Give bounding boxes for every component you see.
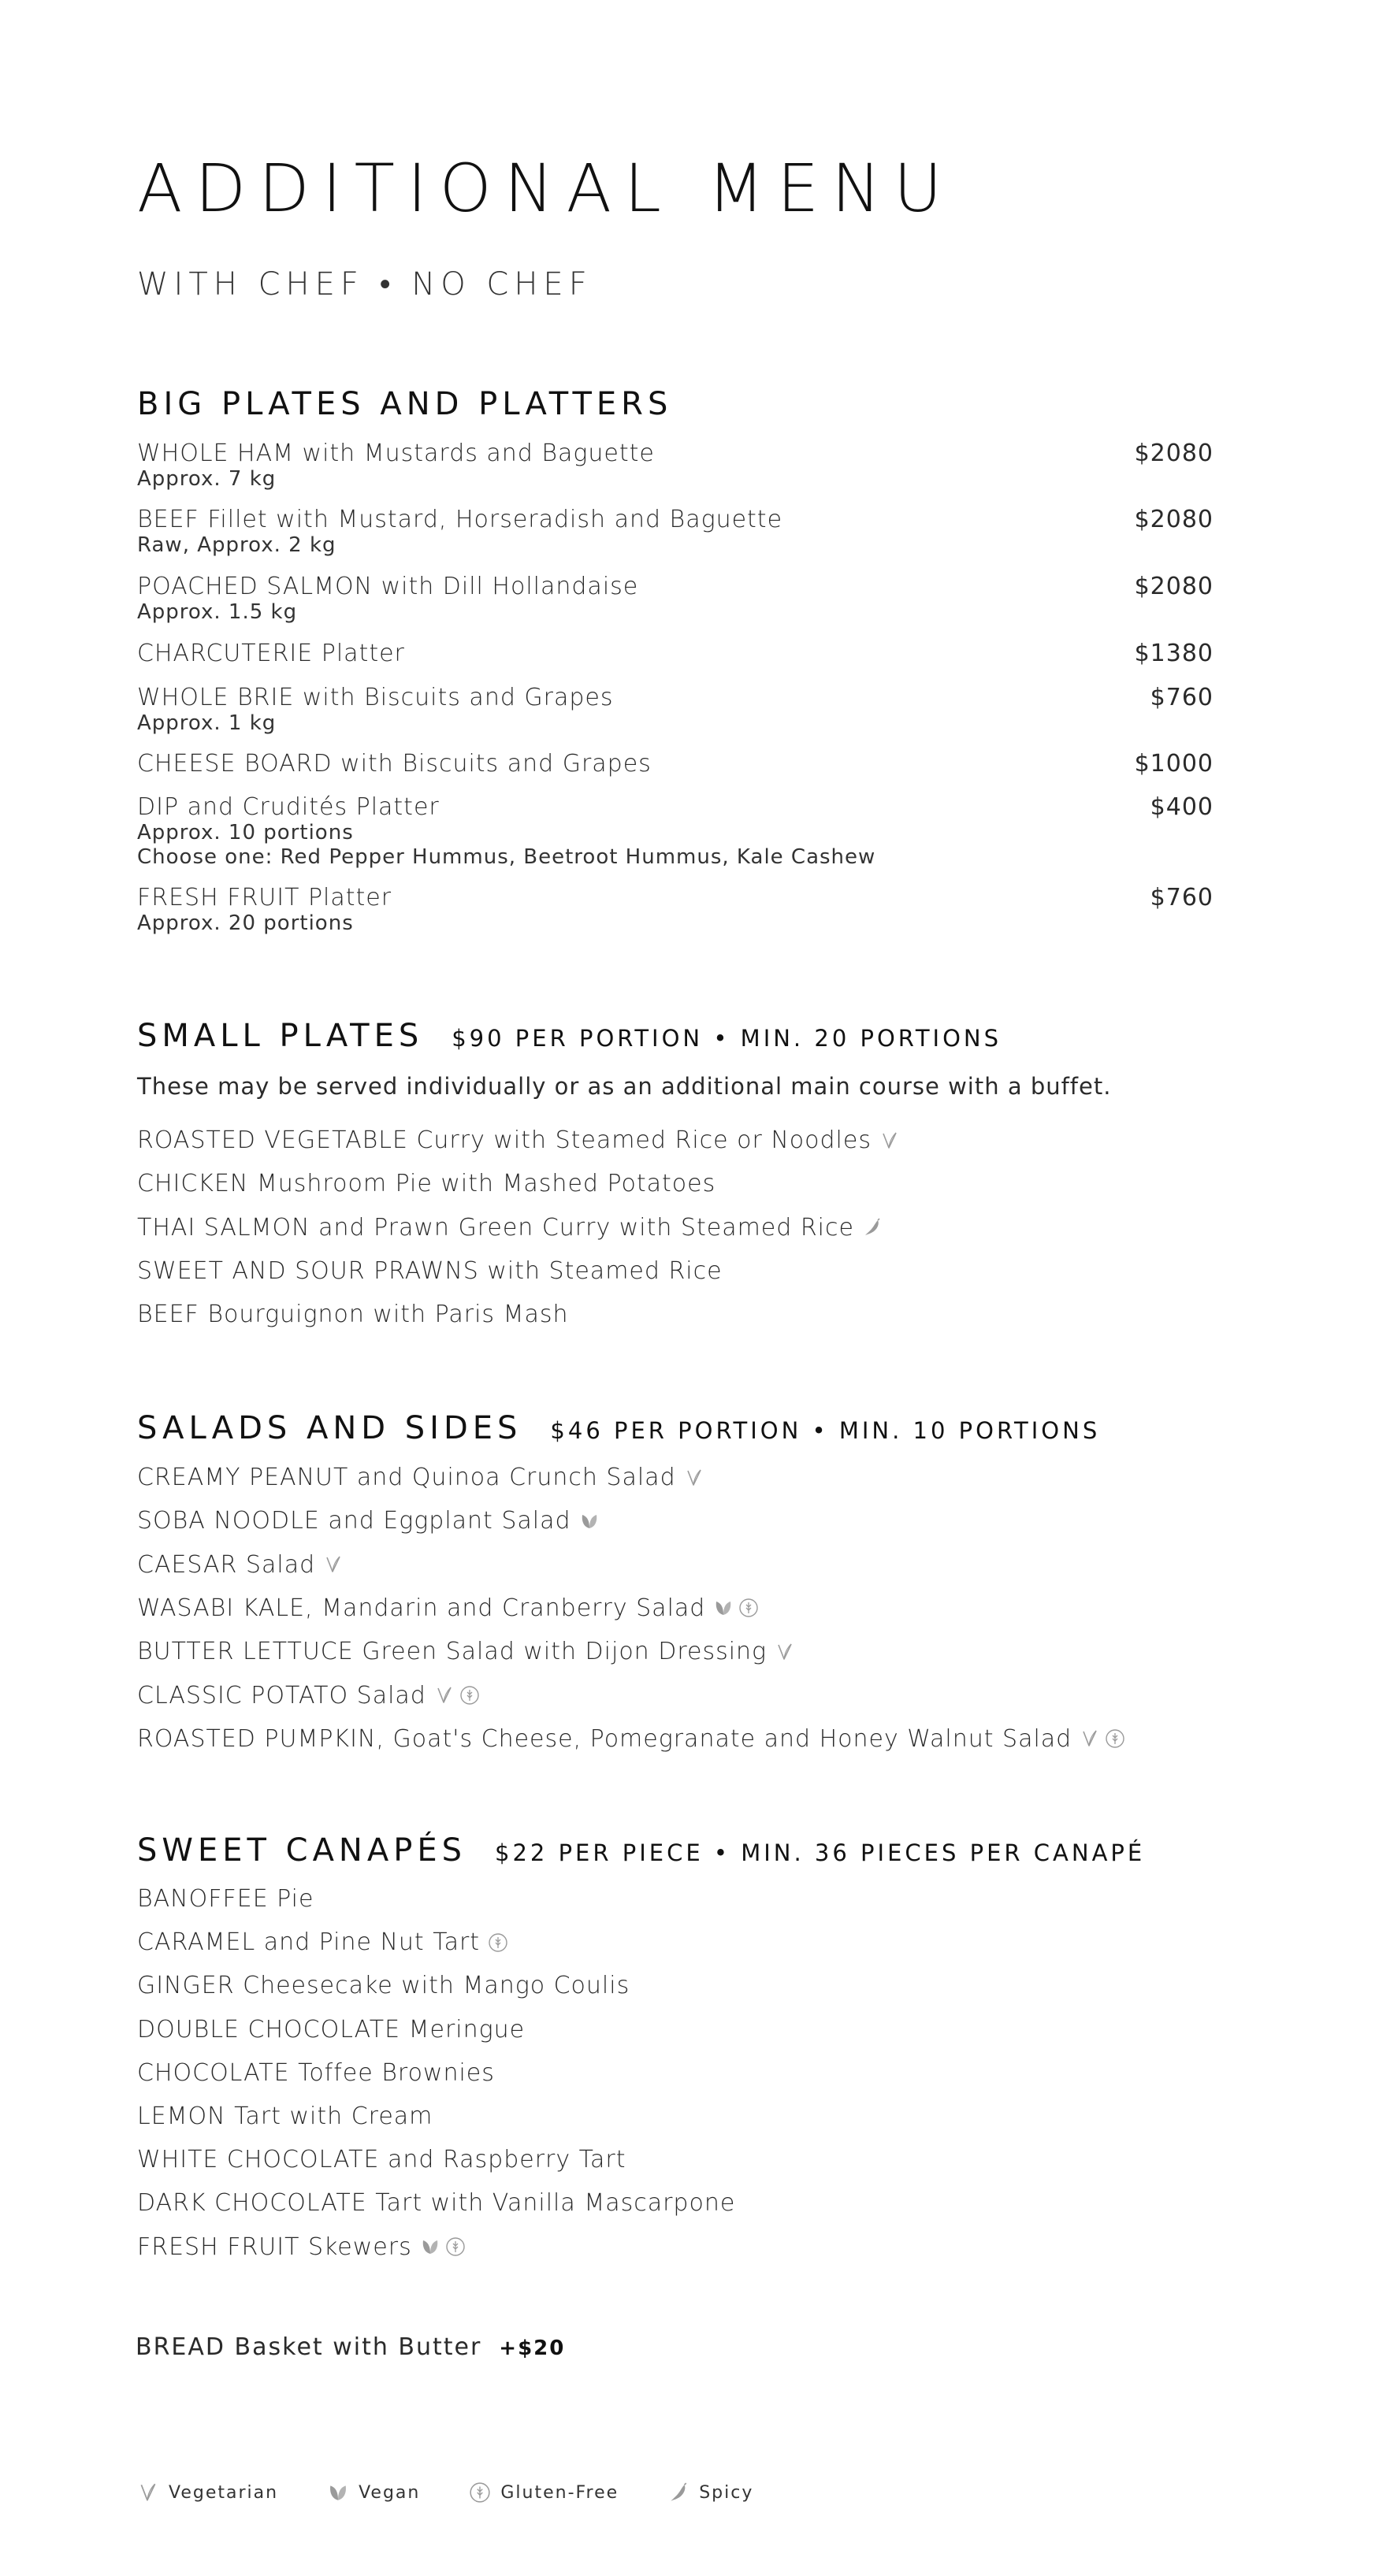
vegetarian-icon bbox=[1080, 1728, 1100, 1749]
small-plates-title: SMALL PLATES bbox=[137, 1018, 424, 1054]
menu-item-label: CAESAR Salad bbox=[137, 1550, 316, 1579]
menu-item-name bbox=[137, 2146, 1214, 2173]
menu-item-row bbox=[137, 750, 1214, 778]
menu-item-label: DARK CHOCOLATE Tart with Vanilla Mascarpone bbox=[137, 2189, 736, 2218]
menu-item-name bbox=[137, 1972, 1214, 1999]
menu-item-name bbox=[137, 1170, 1214, 1197]
bread-basket-item bbox=[136, 2333, 565, 2361]
menu-item-price: $2080 bbox=[1134, 440, 1214, 467]
menu-item bbox=[137, 1638, 1214, 1665]
bread-basket-price: +$20 bbox=[499, 2337, 566, 2360]
menu-item-note: Raw, Approx. 2 kg bbox=[137, 533, 336, 557]
menu-item-name: WHOLE BRIE with Biscuits and Grapes bbox=[137, 684, 614, 711]
menu-item bbox=[137, 1972, 1214, 1999]
menu-item bbox=[137, 1885, 1214, 1913]
menu-item-name bbox=[137, 1127, 1214, 1154]
menu-item bbox=[137, 684, 1214, 736]
gluten-free-icon bbox=[738, 1598, 759, 1618]
menu-item bbox=[137, 1214, 1214, 1242]
menu-item-label: CREAMY PEANUT and Quinoa Crunch Salad bbox=[137, 1464, 676, 1491]
menu-item-row bbox=[137, 793, 1214, 821]
vegetarian-icon bbox=[137, 2481, 159, 2504]
menu-item-label: CHOCOLATE Toffee Brownies bbox=[137, 2058, 495, 2087]
spicy-icon bbox=[862, 1217, 883, 1238]
menu-item bbox=[137, 573, 1214, 625]
menu-item bbox=[137, 506, 1214, 558]
legend-item-vegetarian bbox=[137, 2481, 278, 2504]
menu-item-name bbox=[137, 2189, 1214, 2217]
salads-heading bbox=[137, 1410, 1100, 1446]
menu-item-label: DOUBLE CHOCOLATE Meringue bbox=[137, 2015, 526, 2043]
menu-item-name bbox=[137, 2103, 1214, 2130]
menu-item bbox=[137, 2059, 1214, 2087]
menu-item-row bbox=[137, 884, 1214, 911]
menu-item bbox=[137, 793, 1214, 870]
menu-item bbox=[137, 2146, 1214, 2173]
menu-item bbox=[137, 1170, 1214, 1197]
dietary-icons bbox=[713, 1598, 764, 1618]
vegan-icon bbox=[713, 1598, 734, 1618]
big-plates-heading bbox=[137, 386, 672, 422]
menu-item-price: $760 bbox=[1150, 684, 1214, 711]
menu-item-label: SWEET AND SOUR PRAWNS with Steamed Rice bbox=[137, 1256, 723, 1285]
legend-item-gluten-free bbox=[469, 2481, 619, 2504]
small-plates-intro: These may be served individually or as an additional main course with a buffet. bbox=[137, 1073, 1112, 1100]
dietary-icons bbox=[879, 1130, 905, 1151]
legend-label: Vegan bbox=[359, 2482, 421, 2503]
vegetarian-icon bbox=[323, 1554, 344, 1575]
legend-label: Vegetarian bbox=[169, 2482, 279, 2503]
menu-item bbox=[137, 1928, 1214, 1956]
menu-item-note: Approx. 1.5 kg bbox=[137, 600, 298, 624]
dietary-icons bbox=[684, 1468, 709, 1488]
dietary-icons bbox=[1080, 1728, 1130, 1749]
menu-item-label: SOBA NOODLE and Eggplant Salad bbox=[137, 1507, 571, 1535]
legend-item-spicy bbox=[667, 2481, 753, 2504]
menu-item-label: CHICKEN Mushroom Pie with Mashed Potatoes bbox=[137, 1170, 716, 1198]
menu-item-name bbox=[137, 1725, 1214, 1753]
menu-item-note: Choose one: Red Pepper Hummus, Beetroot Hummus, Kale Cashew bbox=[137, 845, 876, 869]
menu-item-label: ROASTED VEGETABLE Curry with Steamed Rice or Noodles bbox=[137, 1127, 872, 1154]
legend-item-vegan bbox=[327, 2481, 420, 2504]
menu-item-price: $2080 bbox=[1134, 506, 1214, 533]
menu-item bbox=[137, 440, 1214, 492]
vegan-icon bbox=[327, 2481, 349, 2504]
menu-item-label: GINGER Cheesecake with Mango Coulis bbox=[137, 1972, 630, 2000]
spicy-icon bbox=[667, 2481, 690, 2504]
menu-item-name bbox=[137, 1638, 1214, 1665]
menu-item-name bbox=[137, 1551, 1214, 1579]
menu-item-name: WHOLE HAM with Mustards and Baguette bbox=[137, 440, 655, 467]
menu-item bbox=[137, 1594, 1214, 1622]
gluten-free-icon bbox=[488, 1932, 508, 1953]
legend-label: Spicy bbox=[699, 2482, 754, 2503]
menu-item-name: CHEESE BOARD with Biscuits and Grapes bbox=[137, 750, 652, 778]
menu-item bbox=[137, 2016, 1214, 2043]
menu-item bbox=[137, 1127, 1214, 1154]
menu-item bbox=[137, 1551, 1214, 1579]
dietary-icons bbox=[434, 1685, 485, 1706]
legend-label: Gluten-Free bbox=[500, 2482, 619, 2503]
menu-item-name bbox=[137, 1257, 1214, 1285]
gluten-free-icon bbox=[459, 1685, 480, 1706]
menu-item-note: Approx. 1 kg bbox=[137, 711, 277, 735]
menu-item bbox=[137, 1507, 1214, 1535]
vegan-icon bbox=[579, 1511, 600, 1531]
dietary-icons bbox=[323, 1554, 348, 1575]
menu-item bbox=[137, 1682, 1214, 1709]
menu-item-name bbox=[137, 1464, 1214, 1491]
vegetarian-icon bbox=[775, 1642, 795, 1662]
menu-item-label: BUTTER LETTUCE Green Salad with Dijon Dressing bbox=[137, 1638, 768, 1666]
menu-item-row bbox=[137, 684, 1214, 711]
menu-item bbox=[137, 640, 1214, 667]
page-subtitle: WITH CHEF • NO CHEF bbox=[137, 266, 593, 303]
menu-item-label: THAI SALMON and Prawn Green Curry with Steamed Rice bbox=[137, 1213, 854, 1242]
dietary-icons bbox=[862, 1217, 887, 1238]
menu-item-label: FRESH FRUIT Skewers bbox=[137, 2233, 412, 2261]
small-plates-heading bbox=[137, 1018, 1002, 1054]
menu-item-name bbox=[137, 1214, 1214, 1242]
menu-item-price: $1000 bbox=[1134, 750, 1214, 778]
dietary-icons bbox=[488, 1932, 513, 1953]
menu-item-label: CLASSIC POTATO Salad bbox=[137, 1681, 426, 1709]
menu-item-name: FRESH FRUIT Platter bbox=[137, 884, 392, 911]
menu-item-price: $400 bbox=[1150, 793, 1214, 821]
menu-item-row bbox=[137, 640, 1214, 667]
menu-item bbox=[137, 2233, 1214, 2261]
dietary-icons bbox=[579, 1511, 604, 1531]
menu-item-label: BEEF Bourguignon with Paris Mash bbox=[137, 1301, 569, 1329]
menu-item-row bbox=[137, 573, 1214, 600]
salads-pricing: $46 PER PORTION • MIN. 10 PORTIONS bbox=[550, 1417, 1101, 1444]
canapes-heading bbox=[137, 1832, 1145, 1869]
menu-item-price: $760 bbox=[1150, 884, 1214, 911]
menu-item-label: ROASTED PUMPKIN, Goat's Cheese, Pomegranate and Honey Walnut Salad bbox=[137, 1724, 1072, 1753]
menu-item bbox=[137, 1464, 1214, 1491]
menu-item bbox=[137, 2103, 1214, 2130]
menu-item-label: WASABI KALE, Mandarin and Cranberry Salad bbox=[137, 1594, 706, 1622]
vegetarian-icon bbox=[684, 1468, 704, 1488]
menu-item-name: BEEF Fillet with Mustard, Horseradish and Baguette bbox=[137, 506, 783, 533]
menu-item-price: $2080 bbox=[1134, 573, 1214, 600]
menu-item bbox=[137, 884, 1214, 936]
small-plates-pricing: $90 PER PORTION • MIN. 20 PORTIONS bbox=[452, 1025, 1002, 1052]
gluten-free-icon bbox=[469, 2481, 491, 2504]
dietary-icons bbox=[775, 1642, 800, 1662]
menu-item-name bbox=[137, 2016, 1214, 2043]
menu-item-name bbox=[137, 1928, 1214, 1956]
menu-item-label: WHITE CHOCOLATE and Raspberry Tart bbox=[137, 2146, 626, 2174]
dietary-icons bbox=[420, 2236, 470, 2257]
menu-item-label: BANOFFEE Pie bbox=[137, 1885, 314, 1913]
salads-title: SALADS AND SIDES bbox=[137, 1410, 522, 1446]
menu-item bbox=[137, 1301, 1214, 1328]
menu-item-name bbox=[137, 1594, 1214, 1622]
menu-item bbox=[137, 1257, 1214, 1285]
menu-item bbox=[137, 750, 1214, 778]
menu-item-note: Approx. 20 portions bbox=[137, 911, 354, 935]
menu-item-name bbox=[137, 2059, 1214, 2087]
menu-item-name bbox=[137, 1507, 1214, 1535]
dietary-legend bbox=[137, 2481, 802, 2504]
menu-item bbox=[137, 1725, 1214, 1753]
menu-item-label: CARAMEL and Pine Nut Tart bbox=[137, 1928, 481, 1957]
menu-item-name: POACHED SALMON with Dill Hollandaise bbox=[137, 573, 639, 600]
menu-item-name bbox=[137, 1885, 1214, 1913]
menu-item-label: LEMON Tart with Cream bbox=[137, 2103, 433, 2130]
gluten-free-icon bbox=[445, 2236, 466, 2257]
menu-item-name bbox=[137, 1682, 1214, 1709]
canapes-pricing: $22 PER PIECE • MIN. 36 PIECES PER CANAPÉ bbox=[495, 1839, 1146, 1866]
menu-item-name: CHARCUTERIE Platter bbox=[137, 640, 405, 667]
menu-item-row bbox=[137, 506, 1214, 533]
menu-item-name bbox=[137, 1301, 1214, 1328]
vegan-icon bbox=[420, 2236, 440, 2257]
menu-item-note: Approx. 10 portions bbox=[137, 821, 354, 844]
menu-item-name: DIP and Crudités Platter bbox=[137, 793, 440, 821]
bread-basket-name: BREAD Basket with Butter bbox=[136, 2333, 482, 2361]
vegetarian-icon bbox=[434, 1685, 455, 1706]
big-plates-title: BIG PLATES AND PLATTERS bbox=[137, 386, 673, 422]
menu-item-name bbox=[137, 2233, 1214, 2261]
menu-item-row bbox=[137, 440, 1214, 467]
canapes-title: SWEET CANAPÉS bbox=[137, 1832, 466, 1869]
menu-item-note: Approx. 7 kg bbox=[137, 467, 277, 491]
menu-item-price: $1380 bbox=[1134, 640, 1214, 667]
gluten-free-icon bbox=[1105, 1728, 1125, 1749]
menu-item bbox=[137, 2189, 1214, 2217]
page-title: ADDITIONAL MENU bbox=[137, 150, 955, 227]
vegetarian-icon bbox=[879, 1130, 900, 1151]
